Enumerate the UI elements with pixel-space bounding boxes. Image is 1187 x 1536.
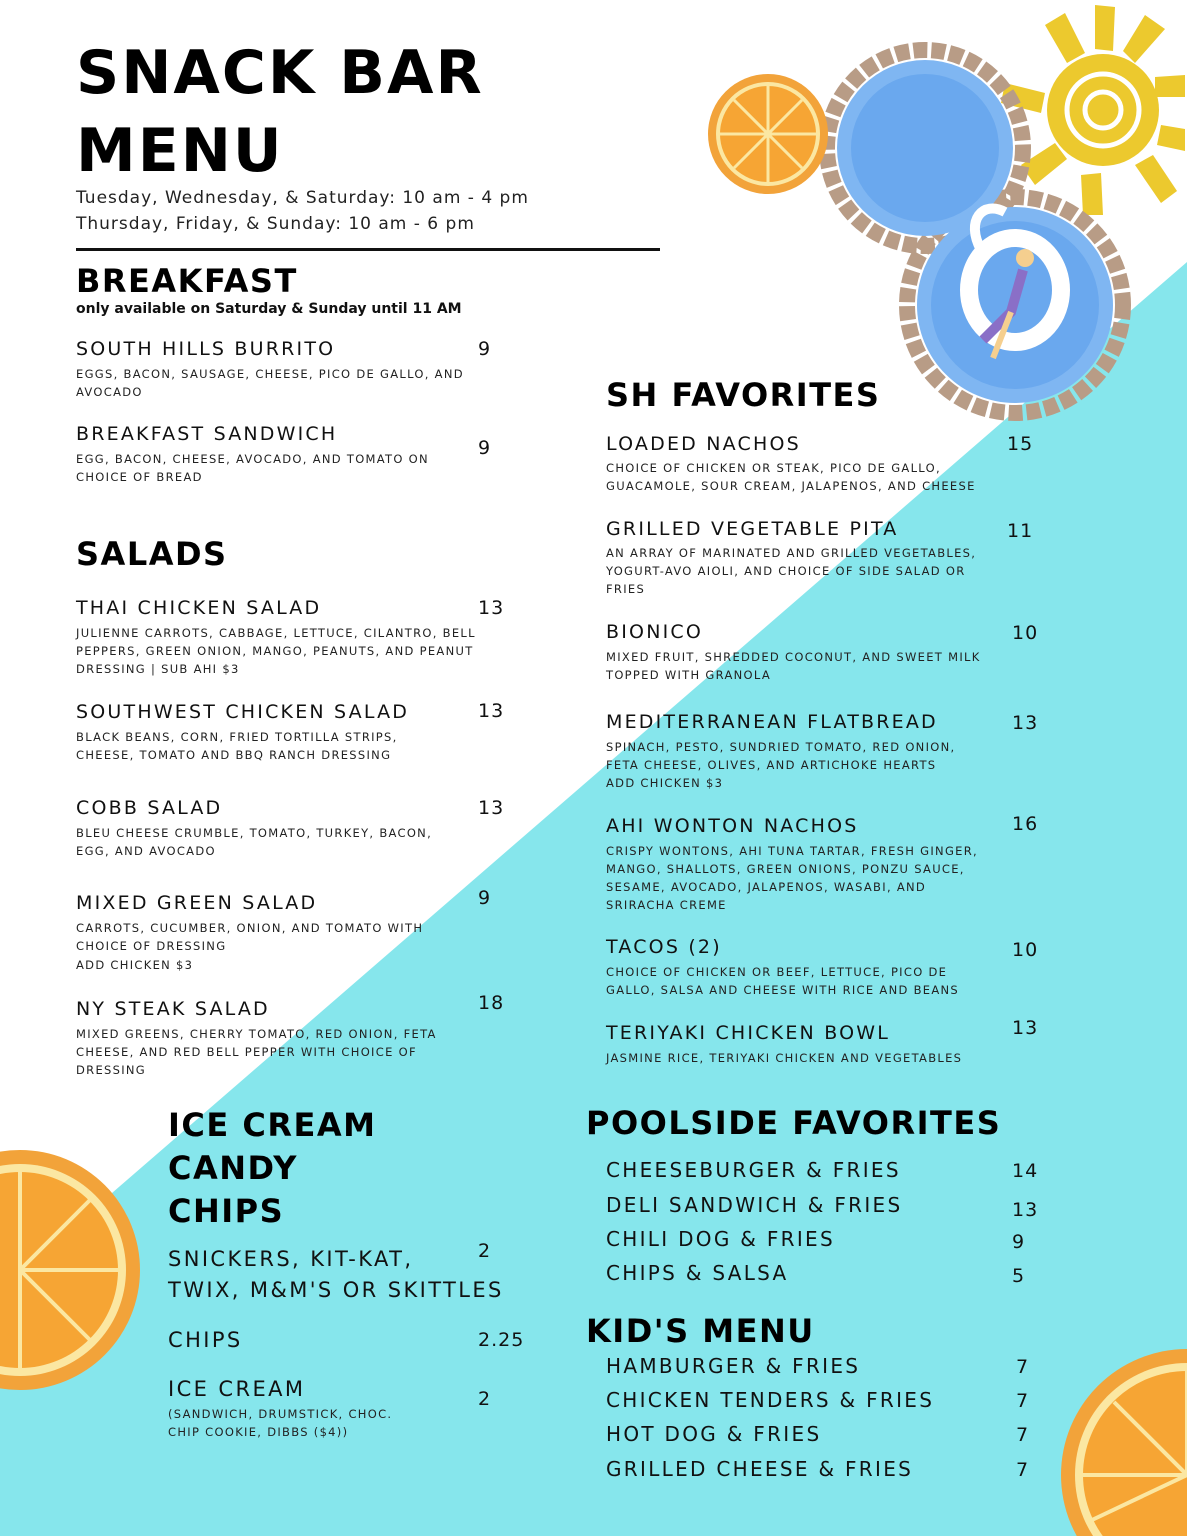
menu-item-name: TACOS (2) [606, 936, 722, 958]
poolside-heading: POOLSIDE FAVORITES [586, 1104, 1002, 1142]
pool-float-icon [815, 40, 1135, 425]
menu-item-desc: AN ARRAY OF MARINATED AND GRILLED VEGETABLES, YOGURT-AVO AIOLI, AND CHOICE OF SIDE SALAD OR FRIES [606, 546, 977, 596]
menu-item-name: CHIPS & SALSA [606, 1261, 789, 1285]
title-line-1: SNACK BAR [76, 38, 484, 108]
menu-item-price: 7 [1016, 1424, 1030, 1446]
menu-item-name: ICE CREAM [168, 1377, 306, 1401]
menu-item-name: GRILLED VEGETABLE PITA [606, 518, 899, 540]
menu-item-name: HAMBURGER & FRIES [606, 1354, 861, 1378]
menu-item-desc: CHOICE OF CHICKEN OR STEAK, PICO DE GALLO, GUACAMOLE, SOUR CREAM, JALAPENOS, AND CHEESE [606, 461, 976, 493]
breakfast-note: only available on Saturday & Sunday until 11 AM [76, 301, 462, 317]
menu-item-name: BIONICO [606, 621, 704, 643]
breakfast-heading: BREAKFAST [76, 262, 298, 300]
title-line-2: MENU [76, 116, 284, 186]
menu-item-name: TERIYAKI CHICKEN BOWL [606, 1022, 891, 1044]
menu-item-desc: MIXED GREENS, CHERRY TOMATO, RED ONION, FETA CHEESE, AND RED BELL PEPPER WITH CHOICE OF DRESSING [76, 1027, 437, 1077]
menu-item-price: 2.25 [478, 1329, 525, 1351]
menu-item-name: BREAKFAST SANDWICH [76, 423, 338, 445]
menu-item-price: 18 [478, 992, 505, 1014]
menu-item-desc: JASMINE RICE, TERIYAKI CHICKEN AND VEGETABLES [606, 1051, 963, 1065]
menu-item-desc: CHOICE OF CHICKEN OR BEEF, LETTUCE, PICO DE GALLO, SALSA AND CHEESE WITH RICE AND BEANS [606, 965, 960, 997]
menu-item-price: 10 [1012, 622, 1039, 644]
menu-item-name: CHICKEN TENDERS & FRIES [606, 1388, 935, 1412]
menu-item-price: 5 [1012, 1265, 1026, 1287]
menu-item-desc: CRISPY WONTONS, AHI TUNA TARTAR, FRESH GINGER, MANGO, SHALLOTS, GREEN ONIONS, PONZU SAUCE, SESAME, AVOCADO, JALAPENOS, WASABI, AND SRIRACHA CREME [606, 844, 978, 912]
menu-item-name-line-1: SNICKERS, KIT-KAT, [168, 1247, 414, 1271]
menu-item-price: 9 [478, 437, 492, 459]
menu-item-name: DELI SANDWICH & FRIES [606, 1193, 903, 1217]
menu-item-desc: (SANDWICH, DRUMSTICK, CHOC. CHIP COOKIE, DIBBS ($4)) [168, 1407, 393, 1439]
menu-item-name: CHIPS [168, 1328, 243, 1352]
menu-item-name: COBB SALAD [76, 797, 223, 819]
treats-heading-line-1: ICE CREAM [168, 1106, 377, 1144]
menu-item-price: 15 [1007, 433, 1034, 455]
menu-item-desc: MIXED FRUIT, SHREDDED COCONUT, AND SWEET MILK TOPPED WITH GRANOLA [606, 650, 981, 682]
menu-item-name: CHEESEBURGER & FRIES [606, 1158, 901, 1182]
orange-slice-icon [706, 72, 830, 196]
menu-item-price: 13 [478, 597, 505, 619]
menu-item-name: HOT DOG & FRIES [606, 1422, 822, 1446]
treats-heading-line-2: CANDY [168, 1149, 298, 1187]
menu-item-desc: BLEU CHEESE CRUMBLE, TOMATO, TURKEY, BACON, EGG, AND AVOCADO [76, 826, 433, 858]
menu-item-desc: EGG, BACON, CHEESE, AVOCADO, AND TOMATO ON CHOICE OF BREAD [76, 452, 429, 484]
menu-item-price: 9 [478, 887, 492, 909]
hours-line-2: Thursday, Friday, & Sunday: 10 am - 6 pm [76, 214, 475, 234]
menu-item-price: 10 [1012, 939, 1039, 961]
menu-item-price: 14 [1012, 1160, 1039, 1182]
menu-item-desc: EGGS, BACON, SAUSAGE, CHEESE, PICO DE GALLO, AND AVOCADO [76, 367, 464, 399]
menu-item-name: AHI WONTON NACHOS [606, 815, 859, 837]
menu-item-price: 13 [1012, 712, 1039, 734]
treats-heading-line-3: CHIPS [168, 1192, 285, 1230]
kids-heading: KID'S MENU [586, 1312, 815, 1350]
menu-item-addon: ADD CHICKEN $3 [606, 776, 724, 790]
menu-item-name: THAI CHICKEN SALAD [76, 597, 322, 619]
menu-item-name: NY STEAK SALAD [76, 998, 270, 1020]
menu-item-price: 13 [1012, 1017, 1039, 1039]
menu-item-price: 13 [478, 700, 505, 722]
menu-item-name: SOUTH HILLS BURRITO [76, 338, 336, 360]
menu-item-price: 9 [478, 338, 492, 360]
menu-item-price: 7 [1016, 1356, 1030, 1378]
menu-item-name: LOADED NACHOS [606, 433, 801, 455]
treats-heading [168, 1104, 376, 1233]
menu-item-price: 9 [1012, 1231, 1026, 1253]
menu-item-price: 13 [1012, 1199, 1039, 1221]
menu-item-desc: CARROTS, CUCUMBER, ONION, AND TOMATO WITH CHOICE OF DRESSING [76, 921, 424, 953]
menu-item-price: 2 [478, 1240, 492, 1262]
menu-item-name: SOUTHWEST CHICKEN SALAD [76, 701, 410, 723]
orange-slice-icon [0, 1150, 145, 1390]
divider [76, 248, 660, 251]
menu-item-name-line-2: TWIX, M&M'S OR SKITTLES [168, 1278, 504, 1302]
menu-item-price: 13 [478, 797, 505, 819]
menu-item-price: 7 [1016, 1390, 1030, 1412]
menu-item-addon: ADD CHICKEN $3 [76, 958, 194, 972]
menu-item-name: MIXED GREEN SALAD [76, 892, 318, 914]
hours-line-1: Tuesday, Wednesday, & Saturday: 10 am - 4 pm [76, 188, 529, 208]
menu-item-price: 11 [1007, 520, 1034, 542]
salads-heading: SALADS [76, 535, 228, 573]
menu-item-desc: SPINACH, PESTO, SUNDRIED TOMATO, RED ONION, FETA CHEESE, OLIVES, AND ARTICHOKE HEARTS [606, 740, 956, 772]
orange-slice-icon [1052, 1340, 1187, 1536]
page-title [76, 34, 484, 190]
menu-item-name: MEDITERRANEAN FLATBREAD [606, 711, 938, 733]
favorites-heading: SH FAVORITES [606, 376, 881, 414]
menu-item-desc: JULIENNE CARROTS, CABBAGE, LETTUCE, CILANTRO, BELL PEPPERS, GREEN ONION, MANGO, PEANUTS, AND PEANUT DRESSING | SUB AHI $3 [76, 626, 476, 676]
menu-item-name [168, 1244, 504, 1306]
menu-item-name: CHILI DOG & FRIES [606, 1227, 835, 1251]
menu-item-price: 16 [1012, 813, 1039, 835]
menu-item-name: GRILLED CHEESE & FRIES [606, 1457, 914, 1481]
menu-item-price: 2 [478, 1388, 492, 1410]
menu-item-price: 7 [1016, 1459, 1030, 1481]
menu-item-desc: BLACK BEANS, CORN, FRIED TORTILLA STRIPS, CHEESE, TOMATO AND BBQ RANCH DRESSING [76, 730, 398, 762]
